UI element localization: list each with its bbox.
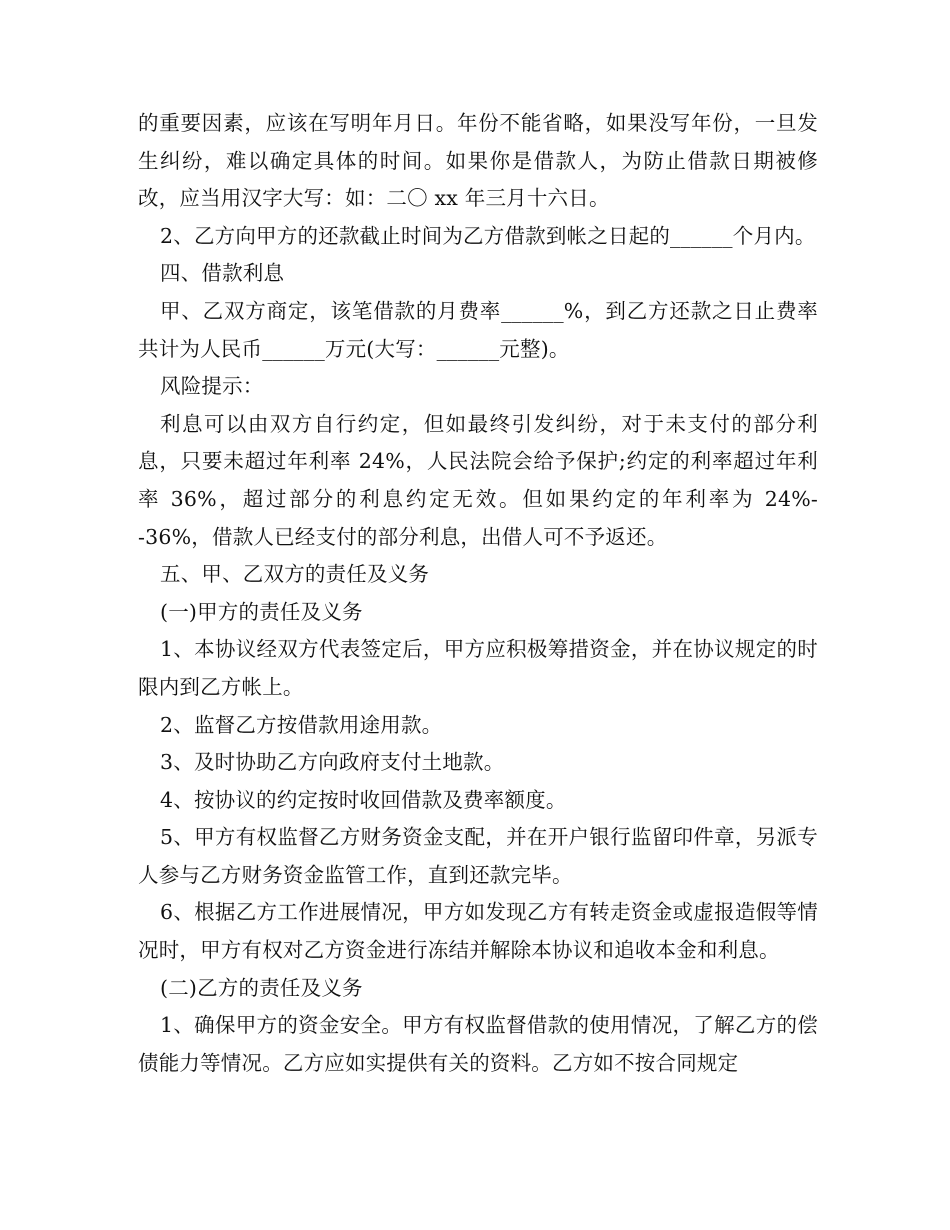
party-b-duty-1: 1、确保甲方的资金安全。甲方有权监督借款的使用情况，了解乙方的偿债能力等情况。乙方应如实提供有关的资料。乙方如不按合同规定 bbox=[138, 1013, 818, 1075]
heading-party-b-duties: (二)乙方的责任及义务 bbox=[160, 975, 363, 1000]
heading-party-a-duties: (一)甲方的责任及义务 bbox=[160, 599, 363, 624]
heading-loan-interest: 四、借款利息 bbox=[160, 261, 285, 286]
party-a-duty-3: 3、及时协助乙方向政府支付土地款。 bbox=[160, 750, 505, 775]
party-a-duty-4: 4、按协议的约定按时收回借款及费率额度。 bbox=[160, 787, 567, 812]
party-a-duty-1: 1、本协议经双方代表签定后，甲方应积极筹措资金，并在协议规定的时限内到乙方帐上。 bbox=[138, 637, 818, 699]
paragraph-risk-notice: 利息可以由双方自行约定，但如最终引发纠纷，对于未支付的部分利息，只要未超过年利率 24%，人民法院会给予保护;约定的利率超过年利率 36%，超过部分的利息约定无效。但如果约定的年利率为 24%--36%，借款人已经支付的部分利息，出借人可不予返还。 bbox=[138, 411, 818, 549]
paragraph-interest-rate: 甲、乙双方商定，该笔借款的月费率______%，到乙方还款之日止费率共计为人民币______万元(大写：______元整)。 bbox=[138, 298, 818, 361]
heading-risk-notice: 风险提示： bbox=[160, 374, 264, 399]
paragraph-date-note: 的重要因素，应该在写明年月日。年份不能省略，如果没写年份，一旦发生纠纷，难以确定具体的时间。如果你是借款人，为防止借款日期被修改，应当用汉字大写：如：二〇 xx 年三月十六日。 bbox=[138, 111, 818, 211]
party-a-duty-6: 6、根据乙方工作进展情况，甲方如发现乙方有转走资金或虚报造假等情况时，甲方有权对乙方资金进行冻结并解除本协议和追收本金和利息。 bbox=[138, 900, 818, 963]
paragraph-repayment-deadline: 2、乙方向甲方的还款截止时间为乙方借款到帐之日起的______个月内。 bbox=[160, 223, 816, 248]
party-a-duty-5: 5、甲方有权监督乙方财务资金支配，并在开户银行监留印件章，另派专人参与乙方财务资金监管工作，直到还款完毕。 bbox=[138, 825, 818, 887]
document-body bbox=[138, 105, 818, 1082]
heading-responsibilities: 五、甲、乙双方的责任及义务 bbox=[160, 562, 430, 587]
party-a-duty-2: 2、监督乙方按借款用途用款。 bbox=[160, 712, 443, 737]
